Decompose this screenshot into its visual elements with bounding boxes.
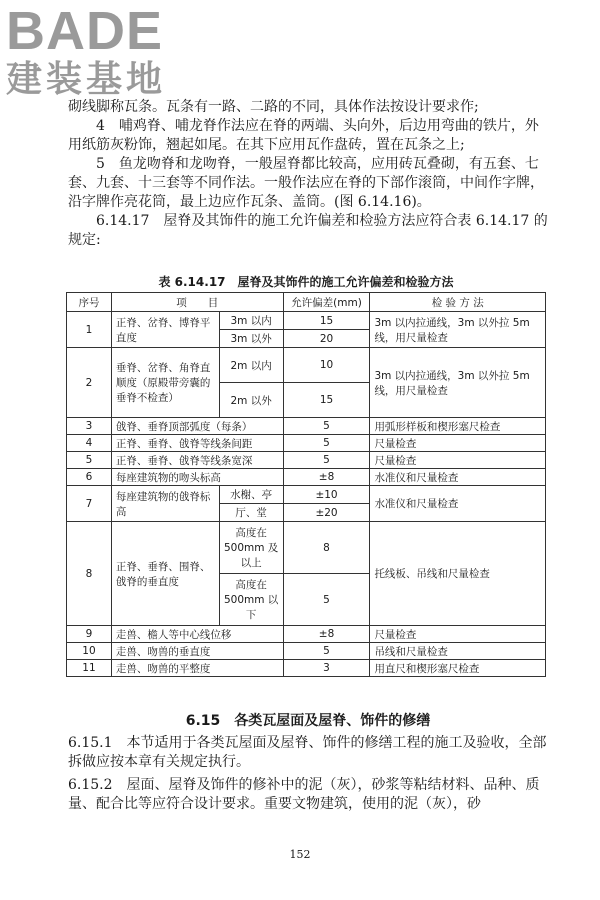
section-text xyxy=(68,734,548,814)
row-deviation: 5 xyxy=(283,574,370,626)
row-item: 垂脊、岔脊、角脊直顺度（原殿带旁囊的垂脊不检查） xyxy=(111,348,219,418)
tolerance-table xyxy=(66,292,546,677)
row-no: 1 xyxy=(67,312,112,348)
row-deviation: 5 xyxy=(283,435,370,452)
row-item: 走兽、吻兽的平整度 xyxy=(111,660,283,677)
row-no: 7 xyxy=(67,486,112,522)
row-no: 4 xyxy=(67,435,112,452)
row-no: 5 xyxy=(67,452,112,469)
row-item: 正脊、垂脊、围脊、戗脊的垂直度 xyxy=(111,522,219,626)
row-method: 托线板、吊线和尺量检查 xyxy=(370,522,546,626)
header-no: 序号 xyxy=(67,293,112,312)
row-method: 尺量检查 xyxy=(370,626,546,643)
row-subitem: 水榭、亭 xyxy=(219,486,283,504)
row-subitem: 2m 以外 xyxy=(219,383,283,418)
row-deviation: 10 xyxy=(283,348,370,383)
row-deviation: ±10 xyxy=(283,486,370,504)
row-deviation: ±8 xyxy=(283,469,370,486)
row-deviation: 15 xyxy=(283,383,370,418)
row-method: 用直尺和楔形塞尺检查 xyxy=(370,660,546,677)
row-deviation: ±20 xyxy=(283,504,370,522)
row-subitem: 高度在 500mm 及以上 xyxy=(219,522,283,574)
table-row xyxy=(67,418,546,435)
row-no: 10 xyxy=(67,643,112,660)
row-method: 水准仪和尺量检查 xyxy=(370,469,546,486)
row-no: 9 xyxy=(67,626,112,643)
brand-logo xyxy=(6,1,176,100)
header-deviation: 允许偏差(mm) xyxy=(283,293,370,312)
row-method: 水准仪和尺量检查 xyxy=(370,486,546,522)
clause-6-15-1: 6.15.1 本节适用于各类瓦屋面及屋脊、饰件的修缮工程的施工及验收，全部拆做应按本章有关规定执行。 xyxy=(68,735,547,770)
table-row xyxy=(67,522,546,574)
table-row xyxy=(67,348,546,383)
intro-line: 砌线脚称瓦条。瓦条有一路、二路的不同，具体作法按设计要求作; xyxy=(68,99,479,115)
row-item: 正脊、垂脊、戗脊等线条间距 xyxy=(111,435,283,452)
row-subitem: 2m 以内 xyxy=(219,348,283,383)
table-row xyxy=(67,312,546,330)
row-deviation: 5 xyxy=(283,418,370,435)
section-heading: 6.15 各类瓦屋面及屋脊、饰件的修缮 xyxy=(185,713,431,729)
page-number: 152 xyxy=(289,848,311,861)
row-no: 8 xyxy=(67,522,112,626)
header-method: 检 验 方 法 xyxy=(370,293,546,312)
row-item: 戗脊、垂脊顶部弧度（每条） xyxy=(111,418,283,435)
intro-text xyxy=(68,98,548,250)
table-row xyxy=(67,660,546,677)
table-row xyxy=(67,452,546,469)
row-subitem: 3m 以内 xyxy=(219,312,283,330)
table-header-row xyxy=(67,293,546,312)
clause-6-15-2: 6.15.2 屋面、屋脊及饰件的修补中的泥（灰），砂浆等粘结材料、品种、质量、配合比等应符合设计要求。重要文物建筑，使用的泥（灰），砂 xyxy=(68,777,540,812)
row-deviation: ±8 xyxy=(283,626,370,643)
item-4: 4 哺鸡脊、哺龙脊作法应在脊的两端、头向外，后边用弯曲的铁片，外用纸筋灰粉饰，翘起如尾。在其下应用瓦作盘砖，置在瓦条之上; xyxy=(68,118,539,153)
row-method: 尺量检查 xyxy=(370,452,546,469)
clause-6-14-17: 6.14.17 屋脊及其饰件的施工允许偏差和检验方法应符合表 6.14.17 的规定: xyxy=(68,213,548,248)
row-deviation: 8 xyxy=(283,522,370,574)
table-row xyxy=(67,469,546,486)
row-deviation: 5 xyxy=(283,452,370,469)
row-method: 3m 以内拉通线，3m 以外拉 5m 线，用尺量检查 xyxy=(370,312,546,348)
row-method: 用弧形样板和楔形塞尺检查 xyxy=(370,418,546,435)
logo-brand-text: BADE xyxy=(6,1,164,61)
row-subitem: 3m 以外 xyxy=(219,330,283,348)
row-subitem: 厅、堂 xyxy=(219,504,283,522)
row-item: 走兽、吻兽的垂直度 xyxy=(111,643,283,660)
row-item: 正脊、垂脊、戗脊等线条宽深 xyxy=(111,452,283,469)
row-deviation: 3 xyxy=(283,660,370,677)
row-method: 尺量检查 xyxy=(370,435,546,452)
row-no: 6 xyxy=(67,469,112,486)
row-method: 吊线和尺量检查 xyxy=(370,643,546,660)
row-method: 3m 以内拉通线，3m 以外拉 5m 线，用尺量检查 xyxy=(370,348,546,418)
logo-subtitle: 建装基地 xyxy=(6,59,167,100)
table-row xyxy=(67,435,546,452)
row-item: 正脊、岔脊、博脊平直度 xyxy=(111,312,219,348)
item-5: 5 鱼龙吻脊和龙吻脊，一般屋脊都比较高，应用砖瓦叠砌，有五套、七套、九套、十三套等不同作法。一般作法应在脊的下部作滚筒，中间作字牌，沿字牌作亮花筒，最上边应作瓦条、盖筒。(图 6.14.16)。 xyxy=(68,156,544,210)
header-item: 项 目 xyxy=(111,293,283,312)
table-row xyxy=(67,486,546,504)
row-item: 走兽、檐人等中心线位移 xyxy=(111,626,283,643)
row-deviation: 20 xyxy=(283,330,370,348)
row-no: 2 xyxy=(67,348,112,418)
row-deviation: 5 xyxy=(283,643,370,660)
row-no: 11 xyxy=(67,660,112,677)
row-item: 每座建筑物的戗脊标高 xyxy=(111,486,219,522)
row-item: 每座建筑物的吻头标高 xyxy=(111,469,283,486)
row-deviation: 15 xyxy=(283,312,370,330)
table-row xyxy=(67,643,546,660)
row-subitem: 高度在 500mm 以下 xyxy=(219,574,283,626)
table-row xyxy=(67,626,546,643)
table-title: 表 6.14.17 屋脊及其饰件的施工允许偏差和检验方法 xyxy=(158,275,454,289)
row-no: 3 xyxy=(67,418,112,435)
